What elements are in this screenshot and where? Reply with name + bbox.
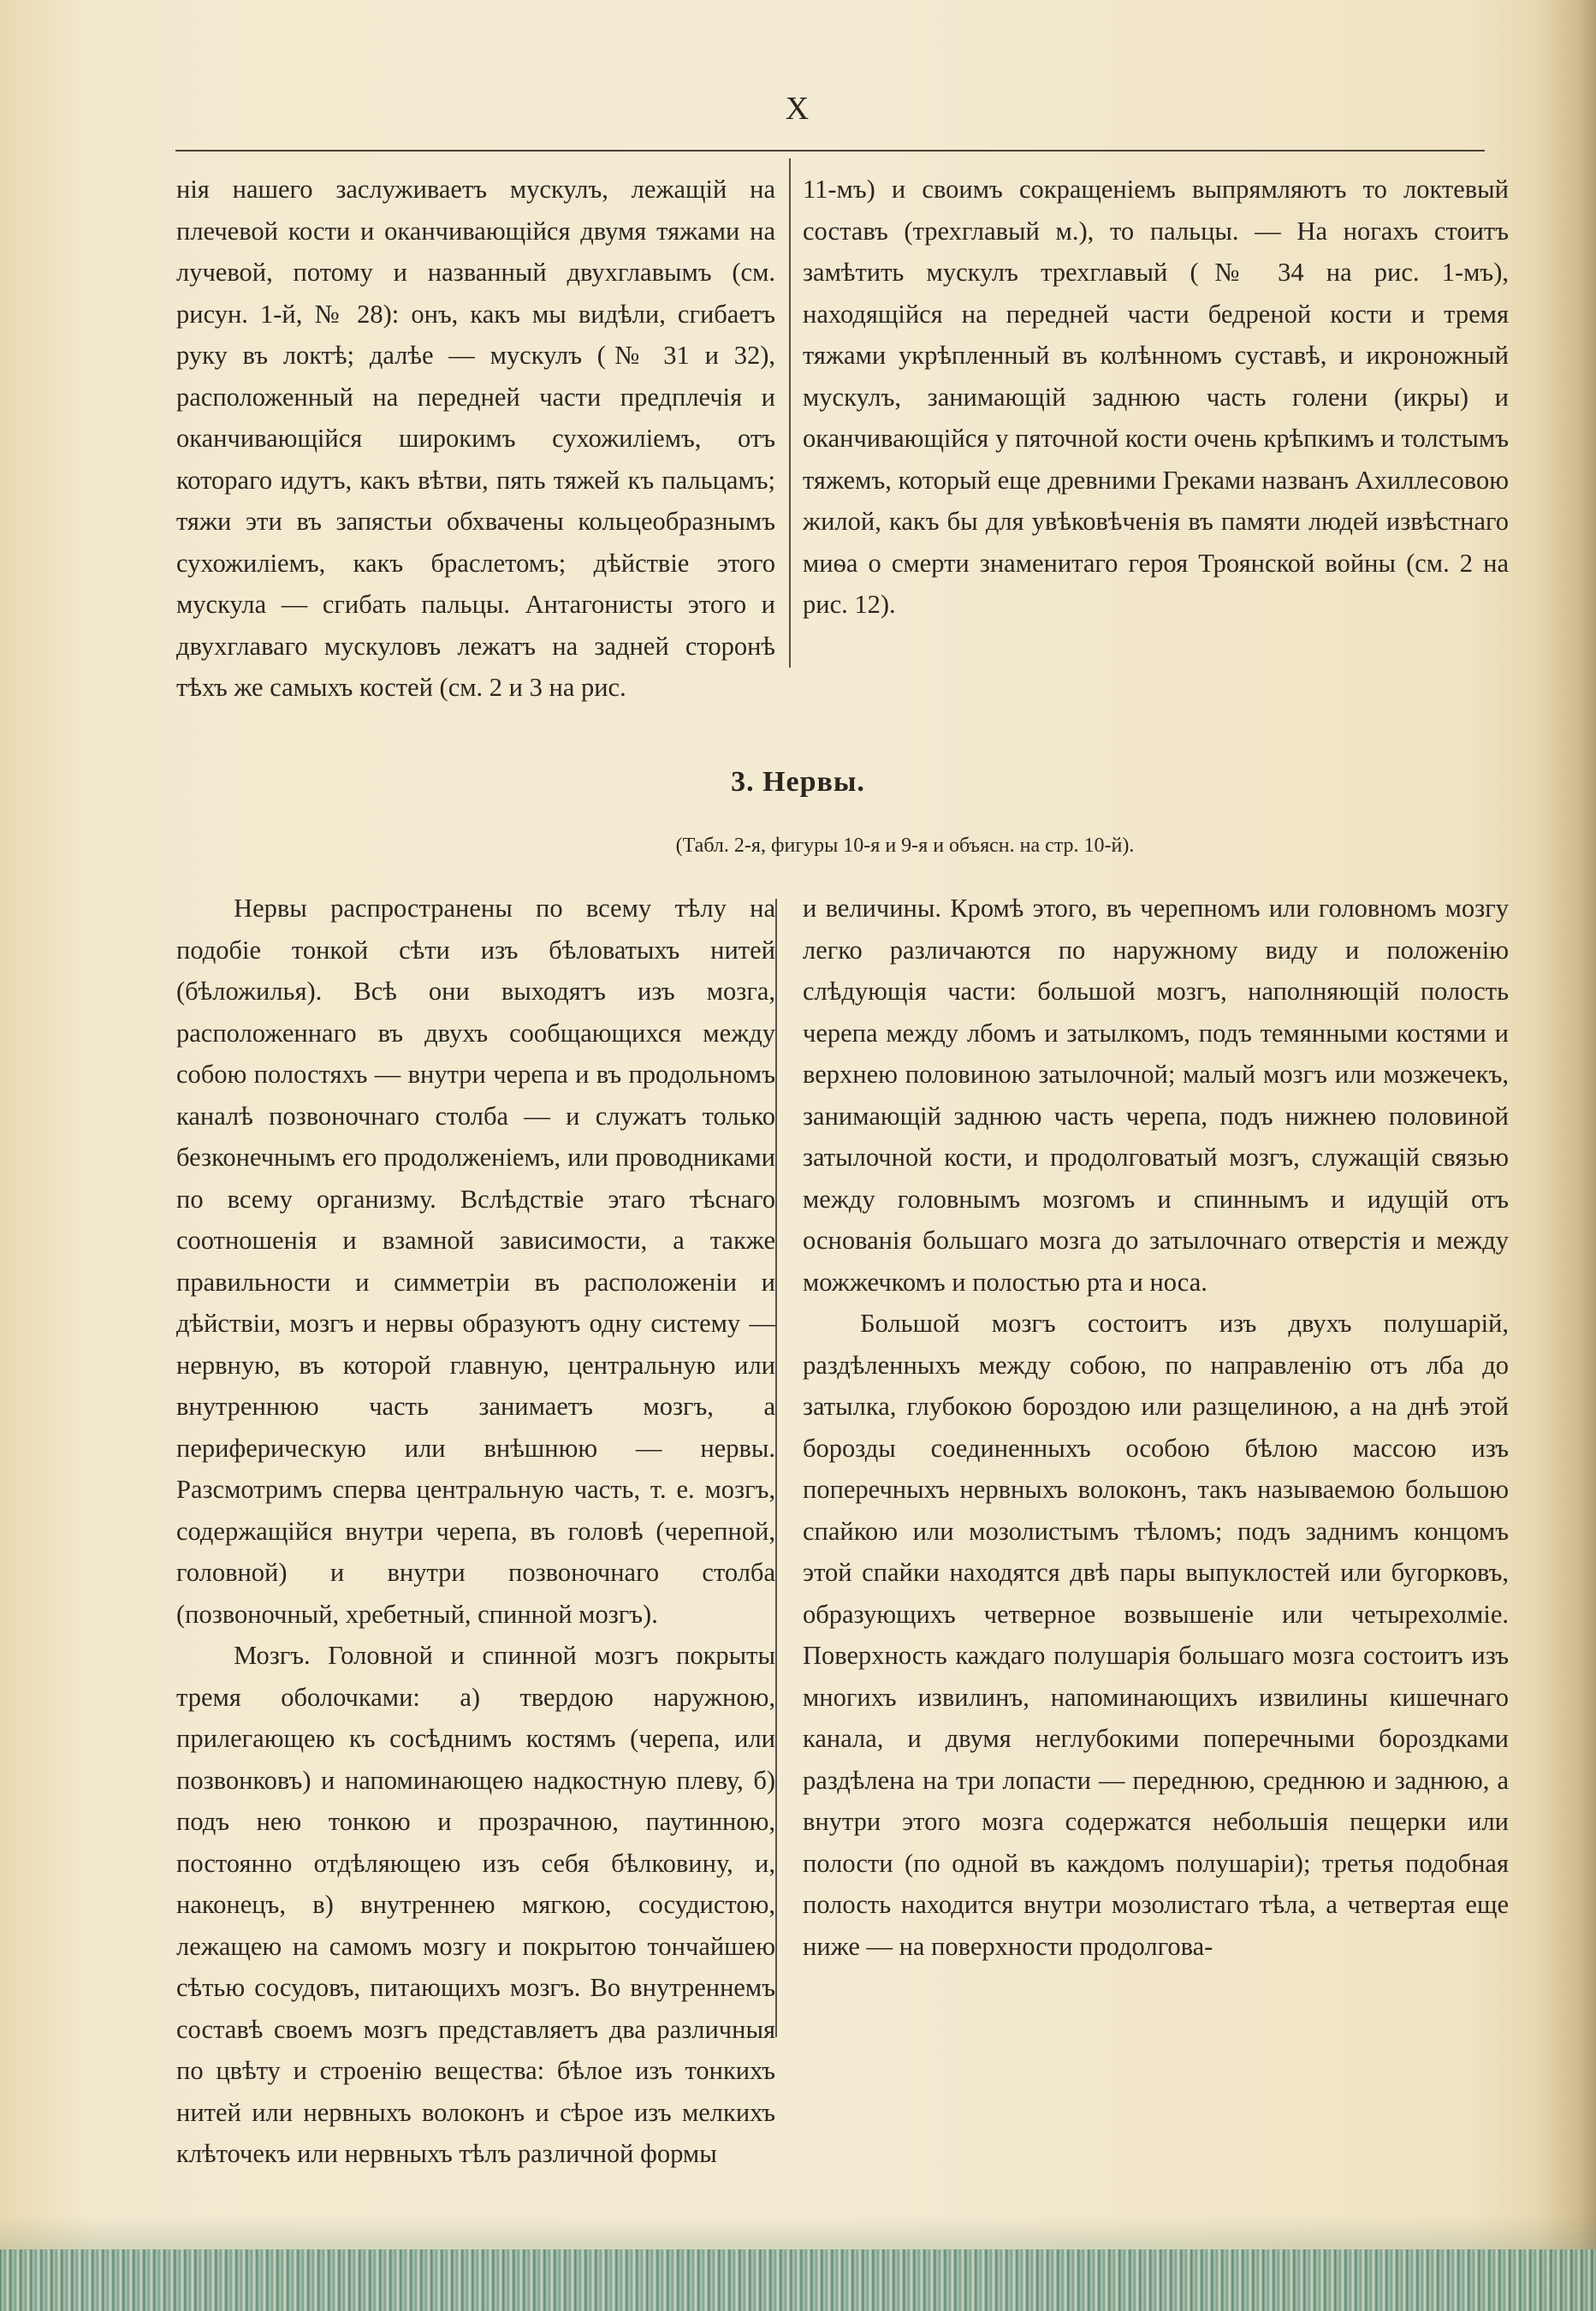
top-left-column [176,169,775,709]
bottom-left-paragraph-2: Мозгъ. Головной и спинной мозгъ покрыты тремя оболочками: а) твердою наружною, прилегающею къ сосѣднимъ костямъ (черепа, или позвонковъ) и напоминающею надкостную плеву, б) подъ нею тонкою и прозрачною, паутинною, постоянно отдѣляющею изъ себя бѣлковину, и, наконецъ, в) внутреннею мягкою, сосудистою, лежащею на самомъ мозгу и покрытою тончайшею сѣтью сосудовъ, питающихъ мозгъ. Во внутреннемъ составѣ своемъ мозгъ представляетъ два различныя по цвѣту и строенію вещества: бѣлое изъ тонкихъ нитей или нервныхъ волоконъ и сѣрое изъ мелкихъ клѣточекъ или нервныхъ тѣлъ различной формы [176,1641,775,2168]
bottom-left-column [176,888,775,2175]
section-note: (Табл. 2-я, фигуры 10-я и 9-я и объясн. на стр. 10-й). [675,835,1135,857]
scan-color-strip [0,2249,1596,2311]
top-column-divider [789,158,791,668]
bottom-right-column [803,888,1509,1967]
page-edge-shadow [1536,0,1596,2311]
bottom-right-paragraph-2: Большой мозгъ состоитъ изъ двухъ полушарій, раздѣленныхъ между собою, по направленію отъ лба до затылка, глубокою бороздою или разщелиною, а на днѣ этой борозды соединенныхъ особою бѣлою массою изъ поперечныхъ нервныхъ волоконъ, такъ называемою большою спайкою или мозолистымъ тѣломъ; подъ заднимъ концомъ этой спайки находятся двѣ пары выпуклостей или бугорковъ, образующихъ четверное возвышеніе или четырехолміе. Поверхность каждаго полушарія большаго мозга состоитъ изъ многихъ извилинъ, напоминающихъ извилины кишечнаго канала, и двумя неглубокими поперечными бороздками раздѣлена на три лопасти — переднюю, среднюю и заднюю, а внутри этого мозга содержатся небольшія пещерки или полости (по одной въ каждомъ полушаріи); третья подобная полость находится внутри мозолистаго тѣла, а четвертая еще ниже — на поверхности продолгова- [803,1309,1509,1961]
bottom-column-divider [775,899,777,2037]
header-rule [175,150,1485,151]
top-right-column [803,169,1509,626]
top-left-text: нія нашего заслуживаетъ мускулъ, лежащій на плечевой кости и оканчивающійся двумя тяжами на лучевой, потому и названный двухглавымъ (см. рисун. 1-й, № 28): онъ, какъ мы видѣли, сгибаетъ руку въ локтѣ; далѣе — мускулъ (№ 31 и 32), расположенный на передней части предплечія и оканчивающійся широкимъ сухожиліемъ, отъ котораго идутъ, какъ вѣтви, пять тяжей къ пальцамъ; тяжи эти въ запястьи обхвачены кольцеобразнымъ сухожиліемъ, какъ браслетомъ; дѣйствіе этого мускула — сгибать пальцы. Антагонисты этого и двухглаваго мускуловъ лежатъ на задней сторонѣ тѣхъ же самыхъ костей (см. 2 и 3 на рис. [176,175,775,702]
page-header: X [785,91,811,127]
scan-bottom-fade [0,2215,1596,2249]
top-right-text: 11-мъ) и своимъ сокращеніемъ выпрямляютъ то локтевый составъ (трехглавый м.), то пальцы. — На ногахъ стоитъ замѣтить мускулъ трехглавый (№ 34 на рис. 1-мъ), находящійся на передней части бедреной кости и тремя тяжами укрѣпленный въ колѣнномъ суставѣ, и икроножный мускулъ, занимающій заднюю часть голени (икры) и оканчивающійся у пяточной кости очень крѣпкимъ и толстымъ тяжемъ, который еще древними Греками названъ Ахиллесовою жилой, какъ бы для увѣковѣченія въ памяти людей извѣстнаго миѳа о смерти знаменитаго героя Троянской войны (см. 2 на рис. 12). [803,175,1509,619]
bottom-right-paragraph-1: и величины. Кромѣ этого, въ черепномъ или головномъ мозгу легко различаются по наружному виду и положенію слѣдующія части: большой мозгъ, наполняющій полость черепа между лбомъ и затылкомъ, подъ темянными костями и верхнею половиною затылочной; малый мозгъ или мозжечекъ, занимающій заднюю часть черепа, подъ нижнею половиной затылочной кости, и продолговатый мозгъ, служащій связью между головнымъ мозгомъ и спиннымъ и идущій отъ основанія большаго мозга до затылочнаго отверстія и между можжечкомъ и полостью рта и носа. [803,894,1509,1297]
bottom-left-paragraph-1: Нервы распространены по всему тѣлу на подобіе тонкой сѣти изъ бѣловатыхъ нитей (бѣложилья). Всѣ они выходятъ изъ мозга, расположеннаго въ двухъ сообщающихся между собою полостяхъ — внутри черепа и въ продольномъ каналѣ позвоночнаго столба — и служатъ только безконечнымъ его продолженіемъ, или проводниками по всему организму. Вслѣдствіе этаго тѣснаго соотношенія и взамной зависимости, а также правильности и симметріи въ расположеніи и дѣйствіи, мозгъ и нервы образуютъ одну систему — нервную, въ которой главную, центральную или внутреннюю часть занимаетъ мозгъ, а периферическую или внѣшнюю — нервы. Разсмотримъ сперва центральную часть, т. е. мозгъ, содержащійся внутри черепа, въ головѣ (черепной, головной) и внутри позвоночнаго столба (позвоночный, хребетный, спинной мозгъ). [176,894,775,1629]
section-title: 3. Нервы. [731,766,865,798]
